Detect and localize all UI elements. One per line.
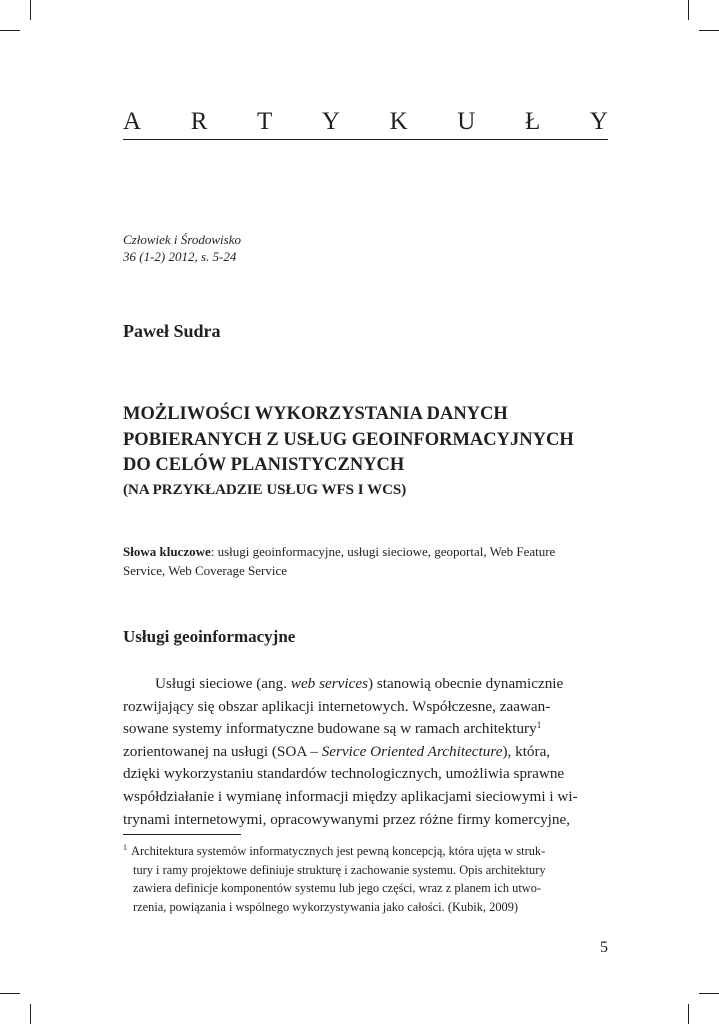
body-line: dzięki wykorzystaniu standardów technologicznych, umożliwia sprawne [123, 765, 565, 783]
section-letter: Y [321, 108, 340, 135]
body-text: ), która, [502, 742, 551, 760]
title-line: MOŻLIWOŚCI WYKORZYSTANIA DANYCH [123, 404, 508, 424]
body-text: ) stanowią obecnie dynamicznie [368, 675, 564, 692]
section-header-rule [123, 139, 608, 140]
title-line: POBIERANYCH Z USŁUG GEOINFORMACYJNYCH [123, 429, 574, 450]
journal-name: Człowiek i Środowisko [123, 232, 241, 247]
footnote-line: tury i ramy projektowe definiuje strukturę i zachowanie systemu. Opis architektury [133, 862, 546, 877]
keywords-text: : usługi geoinformacyjne, usługi sieciowe, geoportal, Web Feature [210, 544, 556, 559]
section-letter: A [123, 108, 142, 135]
footnote-line: rzenia, powiązania i wspólnego wykorzystywania jako całości. (Kubik, 2009) [133, 899, 519, 914]
body-paragraph [123, 673, 608, 831]
section-letter: U [457, 108, 476, 135]
footnote-number: 1 [123, 843, 127, 852]
article-subtitle: (NA PRZYKŁADZIE USŁUG WFS I WCS) [123, 481, 407, 498]
section-header [123, 108, 608, 136]
article-title [123, 402, 613, 501]
page-number: 5 [600, 939, 608, 956]
crop-mark-top-right-vertical [688, 0, 689, 20]
keywords-text-continued: Service, Web Coverage Service [123, 563, 288, 578]
body-text-italic: web services [290, 675, 368, 692]
footnote-reference[interactable]: 1 [536, 720, 542, 731]
body-line: rozwijający się obszar aplikacji internetowych. Współczesne, zaawan- [123, 697, 551, 715]
section-letter: Y [589, 108, 608, 135]
footnote-line [123, 842, 608, 861]
keywords [123, 542, 608, 580]
section-letter: T [257, 108, 273, 135]
section-letter: K [389, 108, 408, 135]
footnote-line: zawiera definicje komponentów systemu lub jego części, wraz z planem ich utwo- [133, 881, 542, 896]
crop-mark-bottom-left-vertical [30, 1004, 31, 1024]
journal-issue: 36 (1-2) 2012, s. 5-24 [123, 249, 237, 264]
section-heading: Usługi geoinformacyjne [123, 627, 296, 646]
crop-mark-bottom-left-horizontal [0, 993, 20, 994]
body-text: sowane systemy informatyczne budowane są w ramach architektury [123, 720, 537, 738]
body-line [123, 673, 608, 696]
footnote-rule [123, 834, 241, 835]
body-line: trynami internetowymi, opracowywanymi przez różne firmy komercyjne, [123, 810, 571, 828]
crop-mark-top-left-vertical [30, 0, 31, 20]
body-line: współdziałanie i wymianę informacji między aplikacjami sieciowymi i wi- [123, 787, 578, 805]
footnote-text: Architektura systemów informatycznych jest pewną koncepcją, która ujęta w struk- [131, 844, 546, 858]
crop-mark-bottom-right-vertical [688, 1004, 689, 1024]
journal-citation [123, 231, 241, 265]
body-line [123, 741, 608, 764]
body-line [123, 718, 608, 741]
section-letter: R [190, 108, 208, 135]
crop-mark-top-left-horizontal [0, 30, 20, 31]
body-text: Usługi sieciowe (ang. [155, 675, 291, 692]
keywords-label: Słowa kluczowe [123, 544, 211, 559]
title-line: DO CELÓW PLANISTYCZNYCH [123, 455, 405, 475]
author-name: Paweł Sudra [123, 321, 221, 341]
crop-mark-top-right-horizontal [699, 30, 719, 31]
crop-mark-bottom-right-horizontal [699, 993, 719, 994]
body-text: zorientowanej na usługi (SOA – [123, 742, 322, 760]
footnote [123, 842, 608, 916]
section-letter: Ł [524, 108, 541, 135]
body-text-italic: Service Oriented Architecture [321, 742, 503, 760]
